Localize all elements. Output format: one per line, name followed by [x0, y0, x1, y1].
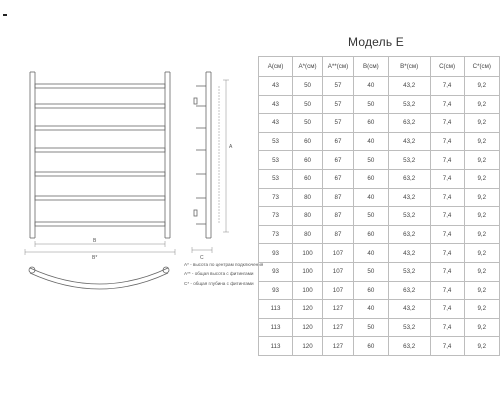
table-cell: 7,4: [430, 262, 464, 281]
table-row: [259, 281, 500, 300]
top-view: [29, 267, 169, 289]
table-cell: 53,2: [388, 262, 430, 281]
note-a-double-star: А** - общая высота с фитингами: [184, 271, 254, 277]
table-cell: 40: [353, 77, 388, 96]
table-row: [259, 244, 500, 263]
table-cell: 120: [293, 337, 323, 356]
table-cell: 50: [353, 262, 388, 281]
table-cell: 107: [323, 244, 354, 263]
table-row: [259, 207, 500, 226]
table-cell: 80: [293, 207, 323, 226]
label-a: A: [229, 144, 233, 150]
table-cell: 73: [259, 207, 293, 226]
table-cell: 7,4: [430, 318, 464, 337]
table-cell: 40: [353, 244, 388, 263]
table-cell: 7,4: [430, 95, 464, 114]
table-row: [259, 95, 500, 114]
table-cell: 93: [259, 244, 293, 263]
table-cell: 60: [353, 337, 388, 356]
table-cell: 107: [323, 281, 354, 300]
table-cell: 57: [323, 77, 354, 96]
table-cell: 7,4: [430, 300, 464, 319]
table-cell: 50: [353, 318, 388, 337]
table-cell: 100: [293, 262, 323, 281]
table-header-row: [259, 57, 500, 77]
dimension-c: [192, 247, 212, 253]
table-cell: 53: [259, 169, 293, 188]
table-row: [259, 169, 500, 188]
table-cell: 43: [259, 95, 293, 114]
table-row: [259, 151, 500, 170]
table-cell: 127: [323, 300, 354, 319]
table-cell: 63,2: [388, 281, 430, 300]
table-cell: 50: [353, 95, 388, 114]
table-row: [259, 300, 500, 319]
spec-table: [258, 56, 500, 356]
table-cell: 87: [323, 225, 354, 244]
table-cell: 40: [353, 132, 388, 151]
table-cell: 9,2: [464, 225, 499, 244]
table-cell: 50: [353, 151, 388, 170]
table-row: [259, 262, 500, 281]
table-cell: 120: [293, 318, 323, 337]
table-cell: 100: [293, 244, 323, 263]
table-cell: 7,4: [430, 114, 464, 133]
table-row: [259, 114, 500, 133]
table-cell: 113: [259, 337, 293, 356]
table-cell: 9,2: [464, 151, 499, 170]
table-cell: 9,2: [464, 281, 499, 300]
table-cell: 60: [353, 225, 388, 244]
table-cell: 100: [293, 281, 323, 300]
label-c: C: [200, 255, 204, 261]
table-cell: 73: [259, 225, 293, 244]
table-cell: 9,2: [464, 244, 499, 263]
table-cell: 43,2: [388, 77, 430, 96]
table-cell: 7,4: [430, 132, 464, 151]
table-row: [259, 337, 500, 356]
table-cell: 9,2: [464, 207, 499, 226]
table-cell: 43,2: [388, 188, 430, 207]
col-header-c-star: C*(см): [464, 57, 499, 77]
table-cell: 113: [259, 318, 293, 337]
table-cell: 53: [259, 132, 293, 151]
table-cell: 50: [293, 95, 323, 114]
table-cell: 43,2: [388, 300, 430, 319]
label-b: B: [93, 238, 97, 244]
table-cell: 7,4: [430, 151, 464, 170]
table-cell: 63,2: [388, 337, 430, 356]
table-cell: 9,2: [464, 262, 499, 281]
table-cell: 57: [323, 114, 354, 133]
table-cell: 9,2: [464, 300, 499, 319]
table-cell: 9,2: [464, 337, 499, 356]
col-header-a-star: A*(см): [293, 57, 323, 77]
table-cell: 7,4: [430, 337, 464, 356]
table-cell: 40: [353, 188, 388, 207]
table-cell: 87: [323, 207, 354, 226]
table-cell: 60: [353, 281, 388, 300]
table-cell: 53,2: [388, 207, 430, 226]
table-cell: 63,2: [388, 169, 430, 188]
table-body: [259, 77, 500, 356]
table-cell: 50: [293, 114, 323, 133]
table-cell: 43,2: [388, 132, 430, 151]
table-cell: 53,2: [388, 151, 430, 170]
col-header-a: A(см): [259, 57, 293, 77]
table-cell: 93: [259, 281, 293, 300]
table-cell: 60: [353, 114, 388, 133]
table-cell: 7,4: [430, 188, 464, 207]
side-view: [194, 72, 211, 238]
table-cell: 9,2: [464, 318, 499, 337]
table-cell: 7,4: [430, 207, 464, 226]
col-header-a-double-star: A**(см): [323, 57, 354, 77]
table-cell: 40: [353, 300, 388, 319]
note-c-star: С* - общая глубина с фитингами: [184, 280, 254, 286]
table-cell: 9,2: [464, 114, 499, 133]
table-cell: 63,2: [388, 114, 430, 133]
col-header-c: C(см): [430, 57, 464, 77]
table-cell: 60: [293, 169, 323, 188]
table-cell: 7,4: [430, 77, 464, 96]
table-cell: 80: [293, 225, 323, 244]
table-cell: 67: [323, 151, 354, 170]
table-cell: 60: [293, 132, 323, 151]
table-cell: 60: [353, 169, 388, 188]
table-cell: 57: [323, 95, 354, 114]
table-row: [259, 132, 500, 151]
table-cell: 67: [323, 169, 354, 188]
table-row: [259, 188, 500, 207]
table-cell: 53: [259, 151, 293, 170]
table-cell: 113: [259, 300, 293, 319]
table-cell: 60: [293, 151, 323, 170]
col-header-b-star: B*(см): [388, 57, 430, 77]
table-cell: 87: [323, 188, 354, 207]
table-cell: 63,2: [388, 225, 430, 244]
table-cell: 127: [323, 318, 354, 337]
table-cell: 9,2: [464, 169, 499, 188]
table-cell: 53,2: [388, 95, 430, 114]
table-cell: 107: [323, 262, 354, 281]
table-cell: 43: [259, 77, 293, 96]
model-title: Модель E: [348, 35, 405, 49]
table-cell: 43,2: [388, 244, 430, 263]
label-b-star: B*: [92, 255, 98, 261]
table-cell: 7,4: [430, 244, 464, 263]
dimension-a: [219, 80, 229, 232]
table-cell: 73: [259, 188, 293, 207]
table-cell: 53,2: [388, 318, 430, 337]
table-row: [259, 77, 500, 96]
table-cell: 50: [353, 207, 388, 226]
table-cell: 80: [293, 188, 323, 207]
table-cell: 127: [323, 337, 354, 356]
table-cell: 93: [259, 262, 293, 281]
table-cell: 67: [323, 132, 354, 151]
table-cell: 9,2: [464, 188, 499, 207]
table-cell: 9,2: [464, 77, 499, 96]
table-cell: 7,4: [430, 281, 464, 300]
note-a-star: А* - высота по центрам подключения: [184, 262, 264, 267]
table-cell: 120: [293, 300, 323, 319]
dimension-b: [25, 241, 175, 255]
col-header-b: B(см): [353, 57, 388, 77]
table-cell: 9,2: [464, 95, 499, 114]
table-cell: 7,4: [430, 225, 464, 244]
table-cell: 50: [293, 77, 323, 96]
table-row: [259, 225, 500, 244]
table-cell: 43: [259, 114, 293, 133]
rungs: [35, 84, 165, 226]
table-row: [259, 318, 500, 337]
front-view: [30, 72, 170, 238]
table-cell: 9,2: [464, 132, 499, 151]
table-cell: 7,4: [430, 169, 464, 188]
